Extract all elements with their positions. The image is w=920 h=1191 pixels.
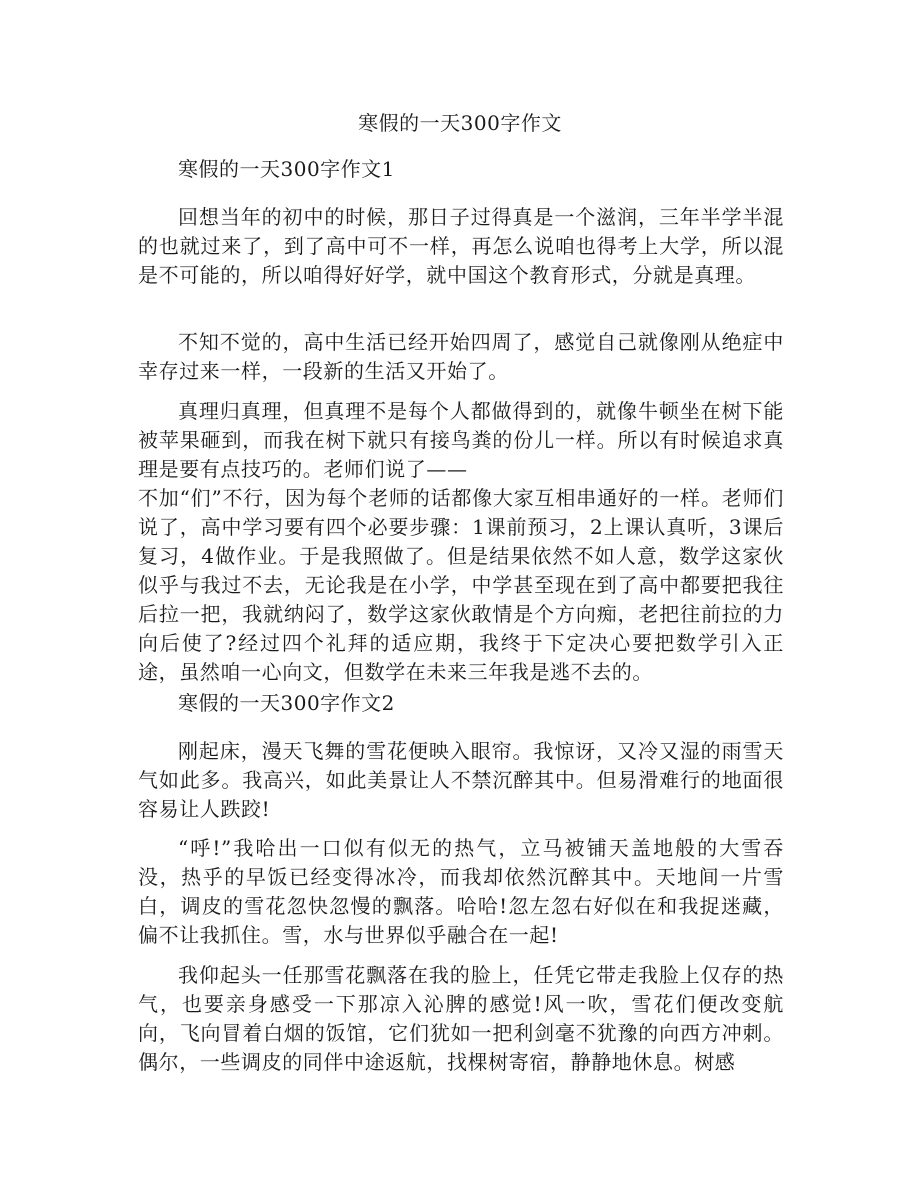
section-1-heading: 寒假的一天300字作文1 xyxy=(178,157,395,181)
paragraph-3b: 不加“们”不行，因为每个老师的话都像大家互相串通好的一样。老师们说了，高中学习要有四个必要步骤：1课前预习，2上课认真听，3课后复习，4做作业。于是我照做了。但是结果依然不如人意，数学这家伙似乎与我过不去，无论我是在小学，中学甚至现在到了高中都要把我往后拉一把，我就纳闷了，数学这家伙敢情是个方向痴，老把往前拉的力向后使了?经过四个礼拜的适应期，我终于下定决心要把数学引入正途，虽然咱一心向文，但数学在未来三年我是逃不去的。 xyxy=(138,486,784,684)
paragraph-3a: 真理归真理，但真理不是每个人都做得到的，就像牛顿坐在树下能被苹果砸到，而我在树下就只有接鸟粪的份儿一样。所以有时候追求真理是要有点技巧的。老师们说了—— xyxy=(138,399,784,481)
section-2-heading: 寒假的一天300字作文2 xyxy=(178,691,395,715)
paragraph-6: 我仰起头一任那雪花飘落在我的脸上，任凭它带走我脸上仅存的热气，也要亲身感受一下那凉入沁脾的感觉!风一吹，雪花们便改变航向，飞向冒着白烟的饭馆，它们犹如一把利剑毫不犹豫的向西方冲刺。偶尔，一些调皮的同伴中途返航，找棵树寄宿，静静地休息。树感 xyxy=(138,963,784,1074)
paragraph-5: “呼!”我哈出一口似有似无的热气，立马被铺天盖地般的大雪吞没，热乎的早饭已经变得冰冷，而我却依然沉醉其中。天地间一片雪白，调皮的雪花忽快忽慢的飘落。哈哈!忽左忽右好似在和我捉迷藏，偏不让我抓住。雪，水与世界似乎融合在一起! xyxy=(138,836,784,947)
paragraph-4: 刚起床，漫天飞舞的雪花便映入眼帘。我惊讶，又冷又湿的雨雪天气如此多。我高兴，如此美景让人不禁沉醉其中。但易滑难行的地面很容易让人跌跤! xyxy=(138,739,784,821)
document-title: 寒假的一天300字作文 xyxy=(358,111,562,135)
paragraph-2: 不知不觉的，高中生活已经开始四周了，感觉自己就像刚从绝症中幸存过来一样，一段新的生活又开始了。 xyxy=(138,330,784,383)
paragraph-1: 回想当年的初中的时候，那日子过得真是一个滋润，三年半学半混的也就过来了，到了高中可不一样，再怎么说咱也得考上大学，所以混是不可能的，所以咱得好好学，就中国这个教育形式，分就是真理。 xyxy=(138,205,784,287)
